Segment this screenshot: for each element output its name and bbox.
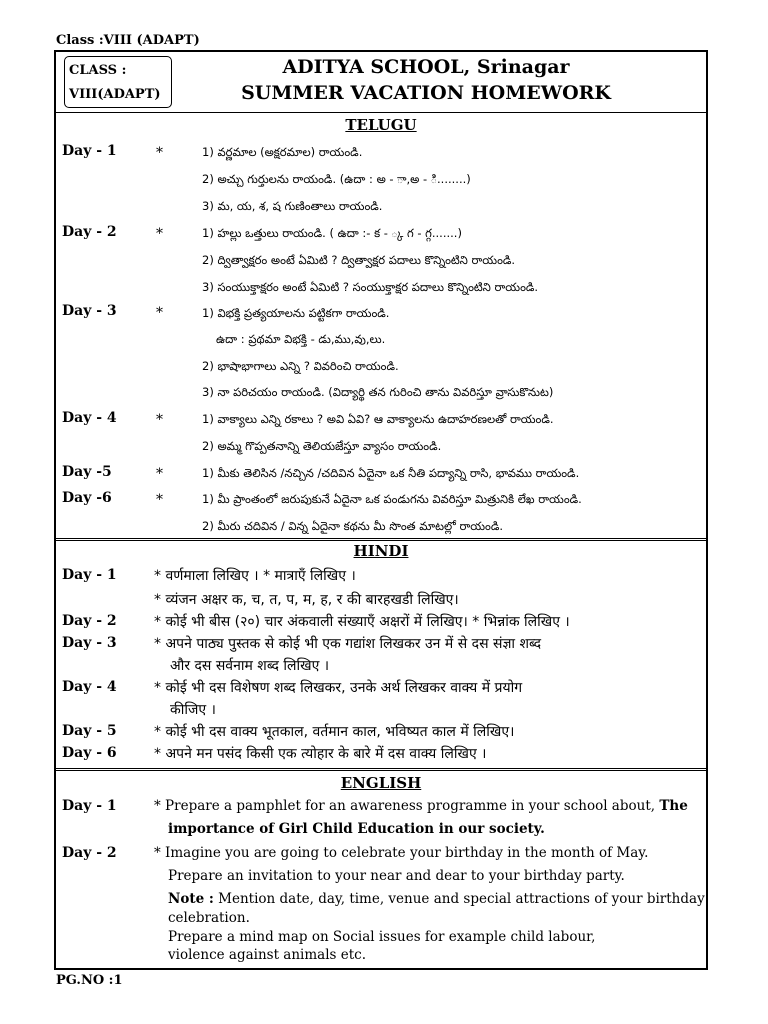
section-divider [56, 768, 706, 769]
telugu-day-4: Day - 4 [62, 410, 117, 426]
english-line: Prepare an invitation to your near and dear to your birthday party. [168, 868, 625, 884]
note-text: Mention date, day, time, venue and special attractions of your birthday [218, 891, 705, 907]
bullet-star: * [156, 226, 163, 242]
english-title: ENGLISH [340, 774, 422, 792]
telugu-line: 1) వాక్యాలు ఎన్ని రకాలు ? అవి ఏవి? ఆ వాక్యాలను ఉదాహరణలతో రాయండి. [202, 412, 554, 426]
section-divider [56, 538, 706, 539]
page-title: SUMMER VACATION HOMEWORK [241, 82, 611, 104]
hindi-line: * कोई भी दस वाक्य भूतकाल, वर्तमान काल, भविष्यत काल में लिखिए। [154, 724, 515, 740]
class-label: CLASS : [69, 63, 127, 78]
telugu-line: 1) మీ ప్రాంతంలో జరుపుకునే ఏదైనా ఒక పండుగను వివరిస్తూ మిత్రునికి లేఖ రాయండి. [202, 492, 582, 506]
note-label: Note : [168, 891, 214, 907]
english-text: * Prepare a pamphlet for an awareness programme in your school about, [154, 798, 656, 814]
top-class-label: Class :VIII (ADAPT) [56, 33, 200, 48]
hindi-line: * अपने मन पसंद किसी एक त्योहार के बारे में दस वाक्य लिखिए । [154, 746, 487, 762]
english-line [168, 891, 705, 907]
bullet-star: * [156, 466, 163, 482]
telugu-day-5: Day -5 [62, 464, 112, 480]
section-divider [56, 540, 706, 541]
hindi-day-5: Day - 5 [62, 723, 117, 739]
english-line [168, 821, 545, 837]
hindi-line: कीजिए । [170, 702, 216, 718]
bullet-star: * [156, 305, 163, 321]
english-line [154, 798, 688, 814]
english-line: celebration. [168, 910, 250, 926]
telugu-line: 3) మ, య, శ, ష గుణింతాలు రాయండి. [202, 199, 383, 213]
hindi-line: * अपने पाठ्य पुस्तक से कोई भी एक गद्यांश लिखकर उन में से दस संज्ञा शब्द [154, 636, 542, 652]
english-day-1: Day - 1 [62, 798, 117, 814]
telugu-line: 1) విభక్తి ప్రత్యయాలను పట్టికగా రాయండి. [202, 306, 390, 320]
hindi-line: * कोई भी बीस (२०) चार अंकवाली संख्याएँ अक्षरों में लिखिए। * भिन्नांक लिखिए । [154, 614, 570, 630]
telugu-day-6: Day -6 [62, 490, 112, 506]
english-line: violence against animals etc. [168, 947, 367, 963]
telugu-line: 1) హల్లు ఒత్తులు రాయండి. ( ఉదా :- క - ్క గ - గ్గ.......) [202, 226, 462, 240]
english-day-2: Day - 2 [62, 845, 117, 861]
english-bold-text: importance of Girl Child Education in our society. [168, 821, 545, 837]
bullet-star: * [156, 492, 163, 508]
telugu-line: 3) నా పరిచయం రాయండి. (విద్యార్థి తన గురించి తాను వివరిస్తూ వ్రాసుకొనుట) [202, 385, 554, 399]
bullet-star: * [156, 145, 163, 161]
class-value: VIII(ADAPT) [69, 87, 161, 102]
hindi-line: * व्यंजन अक्षर क, च, त, प, म, ह, र की बारहखडी लिखिए। [154, 592, 459, 608]
bullet-star: * [156, 412, 163, 428]
hindi-day-1: Day - 1 [62, 567, 117, 583]
telugu-line: 2) అచ్చు గుర్తులను రాయండి. (ఉదా : అ - ా,అ - ి........) [202, 172, 471, 186]
class-box [64, 56, 172, 108]
telugu-day-3: Day - 3 [62, 303, 117, 319]
english-bold-text: The [659, 798, 688, 814]
telugu-title: TELUGU [345, 116, 417, 134]
telugu-line: 2) మీరు చదివిన / విన్న ఏదైనా కథను మీ సొంత మాటల్లో రాయండి. [202, 519, 504, 533]
hindi-day-2: Day - 2 [62, 613, 117, 629]
hindi-day-3: Day - 3 [62, 635, 117, 651]
homework-sheet [54, 50, 708, 970]
telugu-line: 2) అమ్మ గొప్పతనాన్ని తెలియజేస్తూ వ్యాసం రాయండి. [202, 439, 442, 453]
telugu-line: ఉదా : ప్రథమా విభక్తి - డు,ము,వు,లు. [216, 332, 386, 346]
hindi-line: * कोई भी दस विशेषण शब्द लिखकर, उनके अर्थ लिखकर वाक्य में प्रयोग [154, 680, 523, 696]
hindi-day-6: Day - 6 [62, 745, 117, 761]
hindi-line: और दस सर्वनाम शब्द लिखिए । [170, 658, 330, 674]
telugu-line: 1) వర్ణమాల (అక్షరమాల) రాయండి. [202, 145, 363, 159]
section-divider [56, 770, 706, 771]
page-number: PG.NO :1 [56, 973, 123, 988]
hindi-title: HINDI [353, 542, 409, 560]
hindi-day-4: Day - 4 [62, 679, 117, 695]
telugu-line: 3) సంయుక్తాక్షరం అంటే ఏమిటి ? సంయుక్తాక్షర పదాలు కొన్నింటిని రాయండి. [202, 280, 539, 294]
telugu-line: 2) ద్విత్వాక్షరం అంటే ఏమిటి ? ద్విత్వాక్షర పదాలు కొన్నింటిని రాయండి. [202, 253, 516, 267]
hindi-line: * वर्णमाला लिखिए । * मात्राएँ लिखिए । [154, 568, 356, 584]
telugu-line: 2) భాషాభాగాలు ఎన్ని ? వివరించి రాయండి. [202, 359, 399, 373]
sheet-header [56, 52, 706, 113]
school-name: ADITYA SCHOOL, Srinagar [282, 56, 570, 78]
telugu-day-2: Day - 2 [62, 224, 117, 240]
english-line: * Imagine you are going to celebrate your birthday in the month of May. [154, 845, 649, 861]
english-line: Prepare a mind map on Social issues for example child labour, [168, 929, 596, 945]
telugu-day-1: Day - 1 [62, 143, 117, 159]
telugu-line: 1) మీకు తెలిసిన /నచ్చిన /చదివిన ఏదైనా ఒక నీతి పద్యాన్ని రాసి, భావము రాయండి. [202, 466, 580, 480]
